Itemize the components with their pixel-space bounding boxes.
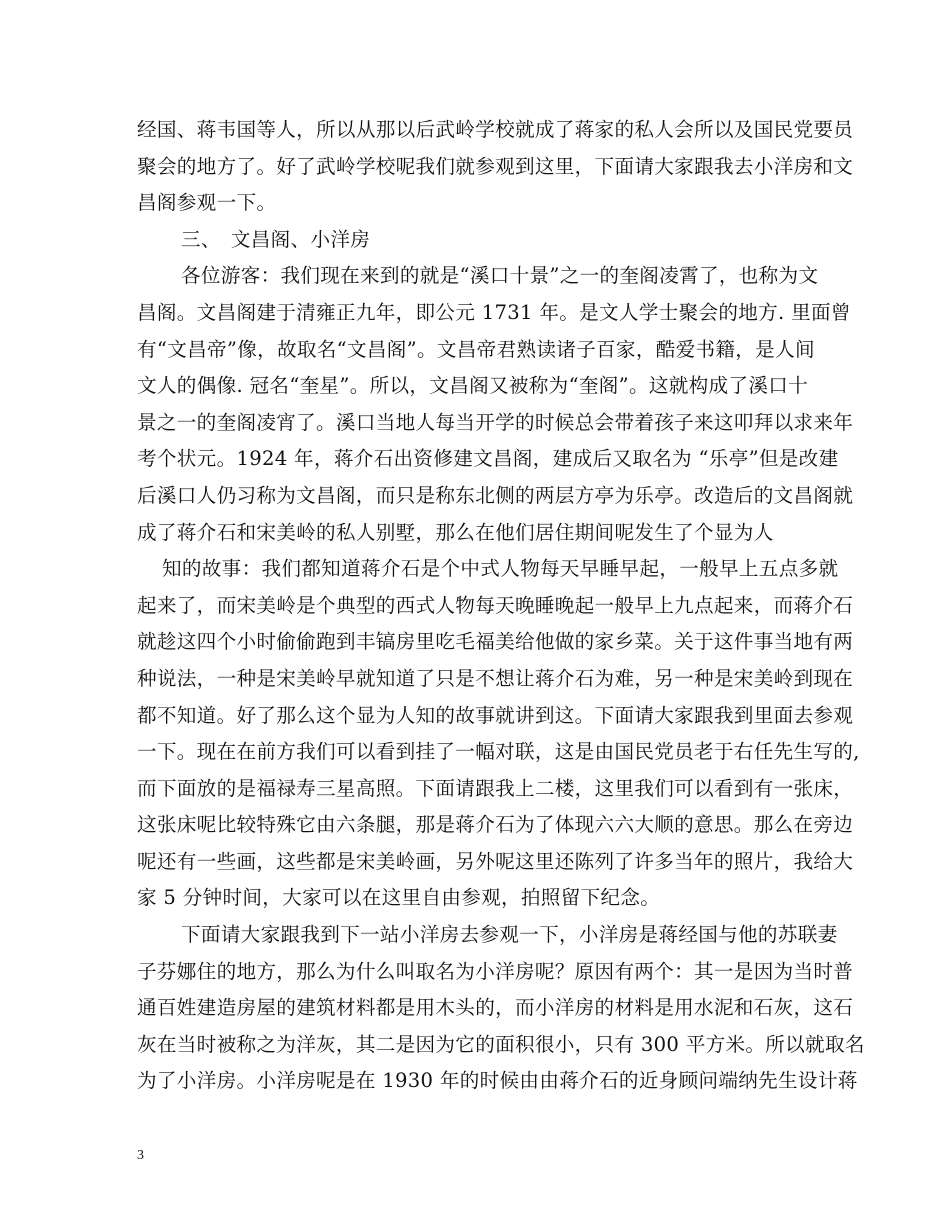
text-line: 家 5 分钟时间，大家可以在这里自由参观，拍照留下纪念。: [137, 886, 661, 910]
text-line: 下面请大家跟我到下一站小洋房去参观一下，小洋房是蒋经国与他的苏联妻: [181, 923, 838, 947]
text-line: 文人的偶像. 冠名“奎星”。所以，文昌阁又被称为“奎阁”。这就构成了溪口十: [137, 374, 809, 398]
text-line: 通百姓建造房屋的建筑材料都是用木头的，而小洋房的材料是用水泥和石灰，这石: [137, 996, 854, 1020]
text-line: 都不知道。好了那么这个显为人知的故事就讲到这。下面请大家跟我到里面去参观: [137, 703, 854, 727]
paragraph-small-western-house: [137, 917, 865, 1100]
paragraph-continuation: [137, 112, 854, 222]
text-line: 知的故事：我们都知道蒋介石是个中式人物每天早睡早起，一般早上五点多就: [162, 557, 839, 581]
text-line: 灰在当时被称之为洋灰，其二是因为它的面积很小，只有 300 平方米。所以就取名: [137, 1032, 865, 1056]
text-line: 景之一的奎阁凌宵了。溪口当地人每当开学的时候总会带着孩子来这叩拜以求来年: [137, 410, 854, 434]
text-line: 就趁这四个小时偷偷跑到丰镐房里吃毛福美给他做的家乡菜。关于这件事当地有两: [137, 630, 854, 654]
text-line: 起来了，而宋美岭是个典型的西式人物每天晚睡晚起一般早上九点起来，而蒋介石: [137, 593, 854, 617]
text-line: 这张床呢比较特殊它由六条腿，那是蒋介石为了体现六六大顺的意思。那么在旁边: [137, 813, 854, 837]
text-line: 昌阁。文昌阁建于清雍正九年，即公元 1731 年。是文人学士聚会的地方. 里面曾: [137, 300, 851, 324]
text-line: 子芬娜住的地方，那么为什么叫取名为小洋房呢？原因有两个：其一是因为当时普: [137, 959, 854, 983]
text-line: 而下面放的是福禄寿三星高照。下面请跟我上二楼，这里我们可以看到有一张床，: [137, 776, 854, 800]
text-line: 聚会的地方了。好了武岭学校呢我们就参观到这里，下面请大家跟我去小洋房和文: [137, 154, 854, 178]
text-line: 为了小洋房。小洋房呢是在 1930 年的时候由由蒋介石的近身顾问端纳先生设计蒋: [137, 1069, 858, 1093]
section-heading: [137, 222, 827, 259]
paragraph-story: [137, 551, 860, 917]
text-line: 成了蒋介石和宋美岭的私人别墅，那么在他们居住期间呢发生了个显为人: [137, 520, 774, 544]
body-text: [137, 112, 865, 1100]
page-number: 3: [137, 1148, 144, 1163]
text-line: 考个状元。1924 年，蒋介石出资修建文昌阁，建成后又取名为 “乐亭”但是改建: [137, 447, 839, 471]
text-line: 呢还有一些画，这些都是宋美岭画，另外呢这里还陈列了许多当年的照片，我给大: [137, 849, 854, 873]
text-line: 昌阁参观一下。: [137, 191, 277, 215]
text-line: 经国、蒋韦国等人，所以从那以后武岭学校就成了蒋家的私人会所以及国民党要员: [137, 118, 854, 141]
text-line: 各位游客：我们现在来到的就是“溪口十景”之一的奎阁凌霄了，也称为文: [181, 264, 819, 288]
paragraph-wenchang-pavilion: [137, 258, 854, 551]
text-line: 有“文昌帝”像，故取名“文昌阁”。文昌帝君熟读诸子百家，酷爱书籍，是人间: [137, 337, 815, 361]
text-line: 后溪口人仍习称为文昌阁，而只是称东北侧的两层方亭为乐亭。改造后的文昌阁就: [137, 483, 854, 507]
text-line: 种说法，一种是宋美岭早就知道了只是不想让蒋介石为难，另一种是宋美岭到现在: [137, 666, 854, 690]
text-line: 一下。现在在前方我们可以看到挂了一幅对联，这是由国民党员老于右任先生写的,: [137, 740, 860, 764]
section-heading-text: 三、 文昌阁、小洋房: [181, 227, 371, 251]
